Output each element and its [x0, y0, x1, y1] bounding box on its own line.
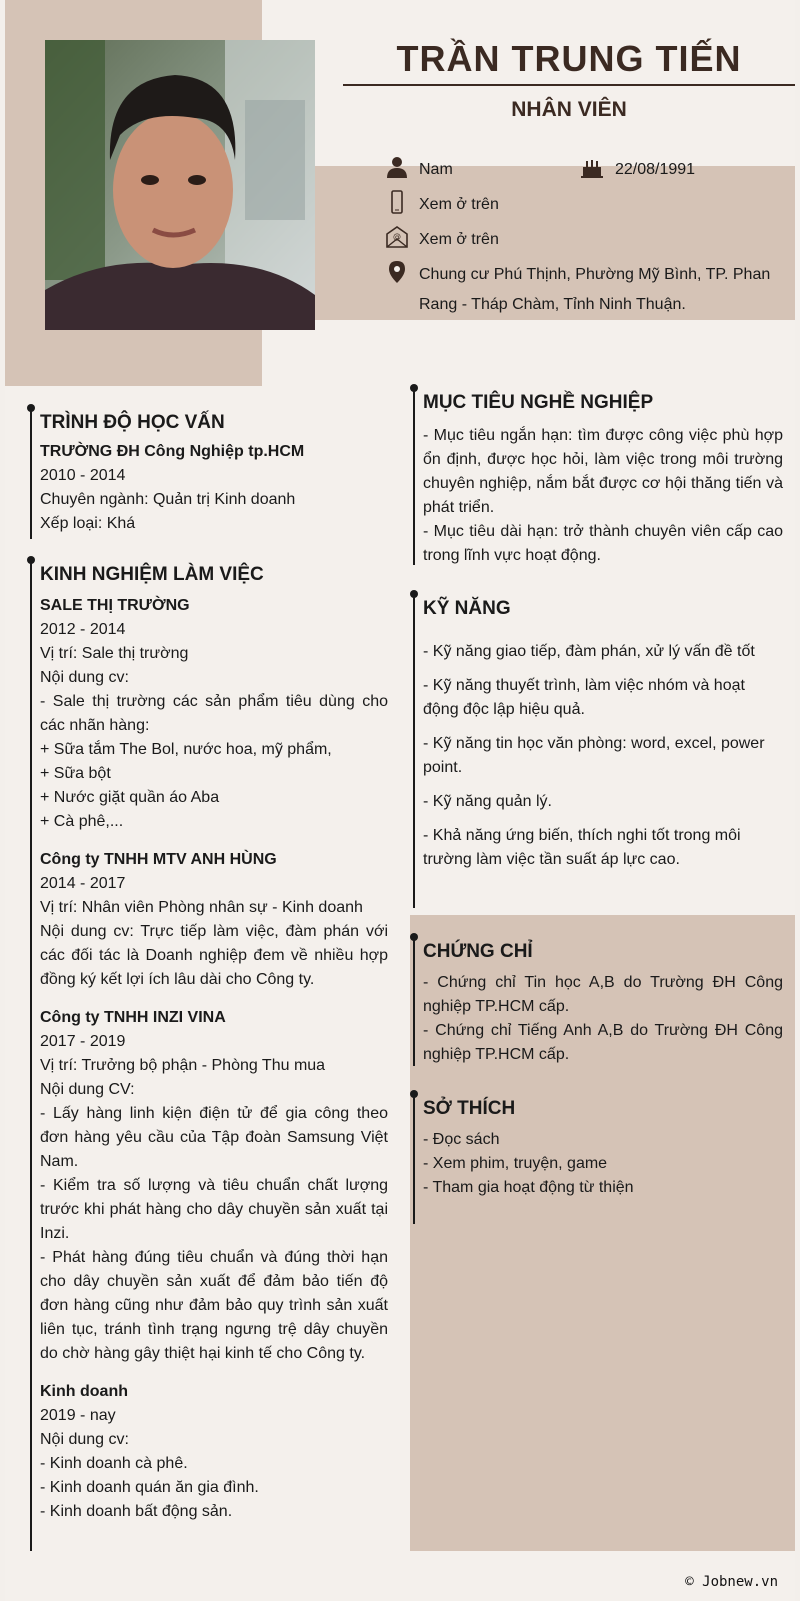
- phone-icon: [385, 190, 409, 214]
- email-value: Xem ở trên: [419, 231, 499, 248]
- job-line: Nội dung cv:: [40, 1431, 129, 1448]
- job-line: 2019 - nay: [40, 1407, 116, 1424]
- hobby-item: - Xem phim, truyện, game: [423, 1155, 608, 1172]
- person-icon: [385, 155, 409, 179]
- job-line: Vị trí: Trưởng bộ phận - Phòng Thu mua: [40, 1057, 326, 1074]
- candidate-name: TRẦN TRUNG TIẾN: [396, 38, 742, 79]
- certificate-item: - Chứng chỉ Tin học A,B do Trường ĐH Công nghiệp TP.HCM cấp.: [423, 974, 783, 1015]
- gender-value: Nam: [419, 161, 453, 178]
- education-years: 2010 - 2014: [40, 467, 126, 484]
- job-entry: [40, 594, 388, 834]
- job-line: + Sữa tắm The Bol, nước hoa, mỹ phẩm,: [40, 741, 332, 758]
- education-school: TRƯỜNG ĐH Công Nghiệp tp.HCM: [40, 443, 305, 460]
- skill-item: - Kỹ năng giao tiếp, đàm phán, xử lý vấn đề tốt: [423, 643, 755, 660]
- name-divider: [343, 84, 795, 86]
- job-line: + Cà phê,...: [40, 813, 124, 830]
- education-major: Chuyên ngành: Quản trị Kinh doanh: [40, 491, 296, 508]
- job-line: - Kiểm tra số lượng và tiêu chuẩn chất lượng trước khi phát hàng cho dây chuyền sản xuất tại Inzi.: [40, 1177, 388, 1242]
- job-entry: [40, 1380, 388, 1524]
- job-line: + Nước giặt quần áo Aba: [40, 789, 220, 806]
- experience-heading: KINH NGHIỆM LÀM VIỆC: [40, 564, 264, 585]
- job-company: SALE THỊ TRƯỜNG: [40, 597, 190, 614]
- birthday-value: 22/08/1991: [615, 161, 696, 178]
- job-line: - Kinh doanh cà phê.: [40, 1455, 188, 1472]
- skill-item: - Khả năng ứng biến, thích nghi tốt trong môi trường làm việc tần suất áp lực cao.: [423, 827, 741, 868]
- hobbies-section: [413, 1094, 783, 1224]
- address-value: Chung cư Phú Thịnh, Phường Mỹ Bình, TP. Phan Rang - Tháp Chàm, Tỉnh Ninh Thuận.: [419, 266, 771, 313]
- job-line: + Sữa bột: [40, 765, 111, 782]
- job-line: 2017 - 2019: [40, 1033, 126, 1050]
- profile-photo-illustration: [45, 40, 315, 330]
- job-entry: [40, 848, 388, 992]
- experience-section: [30, 560, 388, 1551]
- hobbies-heading: SỞ THÍCH: [423, 1098, 516, 1119]
- hobby-item: - Đọc sách: [423, 1131, 500, 1148]
- job-line: Vị trí: Nhân viên Phòng nhân sự - Kinh doanh: [40, 899, 363, 916]
- profile-photo: [45, 40, 315, 330]
- objective-short-term: - Mục tiêu ngắn hạn: tìm được công việc phù hợp ổn định, được học hỏi, làm việc trong môi trường chuyên nghiệp, nắm bắt được cơ hội thăng tiến và phát triển.: [423, 427, 783, 516]
- job-line: - Sale thị trường các sản phẩm tiêu dùng cho các nhãn hàng:: [40, 693, 388, 734]
- footer-copyright[interactable]: © Jobnew.vn: [685, 1574, 778, 1590]
- job-line: Vị trí: Sale thị trường: [40, 645, 189, 662]
- job-line: - Lấy hàng linh kiện điện tử để gia công theo đơn hàng yêu cầu của Tập đoàn Samsung Việt Nam.: [40, 1105, 388, 1170]
- skill-item: - Kỹ năng tin học văn phòng: word, excel, power point.: [423, 735, 765, 776]
- education-grade: Xếp loại: Khá: [40, 515, 136, 532]
- objective-section: [413, 388, 783, 565]
- job-line: - Kinh doanh bất động sản.: [40, 1503, 233, 1520]
- skill-item: - Kỹ năng thuyết trình, làm việc nhóm và hoạt động độc lập hiệu quả.: [423, 677, 745, 718]
- objective-long-term: - Mục tiêu dài hạn: trở thành chuyên viên cấp cao trong lĩnh vực hoạt động.: [423, 523, 783, 564]
- job-company: Kinh doanh: [40, 1383, 128, 1400]
- skill-item: - Kỹ năng quản lý.: [423, 793, 552, 810]
- skills-section: [413, 594, 783, 908]
- job-line: - Phát hàng đúng tiêu chuẩn và đúng thời hạn cho dây chuyền sản xuất để đảm bảo tiến độ đơn hàng cũng như đảm bảo quy trình sản xuất liên tục, tránh tình trạng ngưng trệ dây chuyền do chờ hàng gây thiệt hại kinh tế cho Công ty.: [40, 1249, 388, 1362]
- job-line: Nội dung cv:: [40, 669, 129, 686]
- education-heading: TRÌNH ĐỘ HỌC VẤN: [40, 412, 225, 433]
- job-company: Công ty TNHH INZI VINA: [40, 1009, 226, 1026]
- job-title: NHÂN VIÊN: [511, 98, 627, 121]
- objective-heading: MỤC TIÊU NGHỀ NGHIỆP: [423, 392, 654, 413]
- job-entry: [40, 1006, 388, 1366]
- job-line: 2014 - 2017: [40, 875, 126, 892]
- cake-icon: [580, 155, 604, 179]
- skills-heading: KỸ NĂNG: [423, 598, 511, 619]
- email-icon: [385, 225, 409, 249]
- cv-page: [5, 0, 795, 1601]
- phone-value: Xem ở trên: [419, 196, 499, 213]
- svg-text:@: @: [393, 232, 401, 241]
- job-line: Nội dung CV:: [40, 1081, 135, 1098]
- education-section: [30, 408, 388, 539]
- job-line: Nội dung cv: Trực tiếp làm việc, đàm phán với các đối tác là Doanh nghiệp đem về nhiều hợp đồng ký kết lợi ích lâu dài cho Công ty.: [40, 923, 388, 988]
- certificates-heading: CHỨNG CHỈ: [423, 941, 533, 962]
- job-line: - Kinh doanh quán ăn gia đình.: [40, 1479, 259, 1496]
- certificate-item: - Chứng chỉ Tiếng Anh A,B do Trường ĐH Công nghiệp TP.HCM cấp.: [423, 1022, 783, 1063]
- job-line: 2012 - 2014: [40, 621, 126, 638]
- map-marker-icon: [385, 260, 409, 284]
- hobby-item: - Tham gia hoạt động từ thiện: [423, 1179, 634, 1196]
- certificates-section: [413, 937, 783, 1066]
- job-company: Công ty TNHH MTV ANH HÙNG: [40, 851, 277, 868]
